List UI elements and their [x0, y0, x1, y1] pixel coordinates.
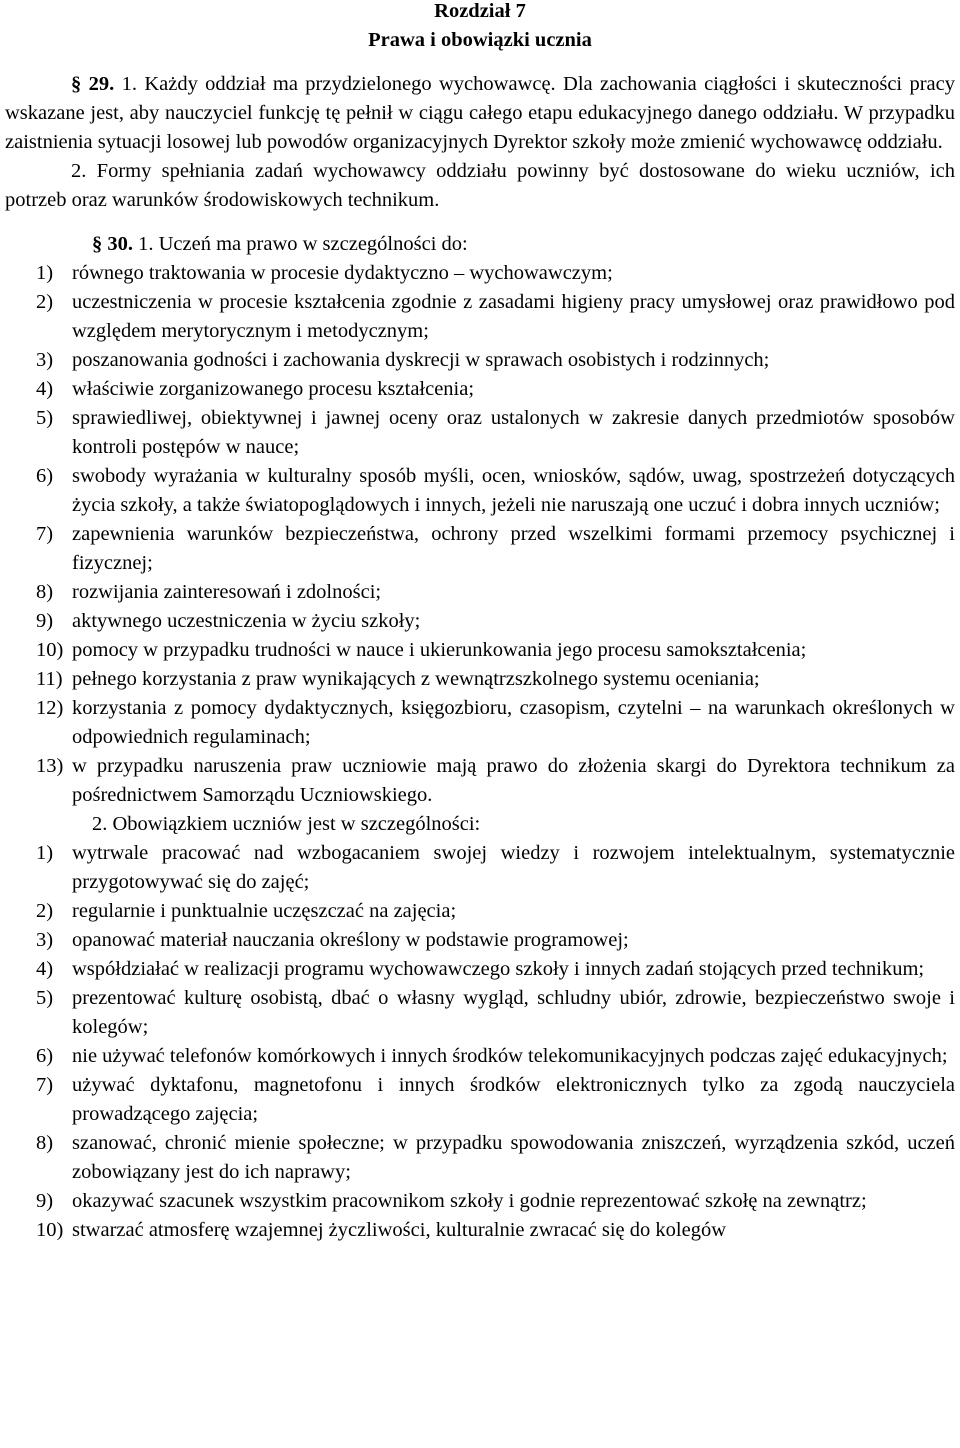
rights-list-item-text: pomocy w przypadku trudności w nauce i ukierunkowania jego procesu samokształcenia;: [72, 639, 807, 661]
duties-list-item-number: 10): [36, 1219, 64, 1241]
rights-list-item-number: 12): [36, 697, 64, 719]
chapter-subtitle: Prawa i obowiązki ucznia: [368, 29, 592, 51]
rights-list-item-number: 7): [36, 523, 54, 545]
rights-list-item-number: 4): [36, 378, 54, 400]
rights-list-item: [5, 607, 955, 636]
section-30-lead-1: [5, 230, 955, 259]
duties-list-item: [5, 1042, 955, 1071]
duties-list-item-text: nie używać telefonów komórkowych i innych środków telekomunikacyjnych podczas zajęć edukacyjnych;: [72, 1045, 948, 1067]
duties-list-item: [5, 897, 955, 926]
section-30-lead-2: 2. Obowiązkiem uczniów jest w szczególności:: [92, 813, 481, 835]
duties-list-item-text: prezentować kulturę osobistą, dbać o własny wygląd, schludny ubiór, zdrowie, bezpieczeństwo swoje i kolegów;: [72, 987, 955, 1038]
rights-list-item-text: poszanowania godności i zachowania dyskrecji w sprawach osobistych i rodzinnych;: [72, 349, 770, 371]
rights-list-item-number: 11): [36, 668, 63, 690]
rights-list-item: [5, 259, 955, 288]
rights-list-item: [5, 346, 955, 375]
rights-list-item-text: korzystania z pomocy dydaktycznych, księgozbioru, czasopism, czytelni – na warunkach określonych w odpowiednich regulaminach;: [72, 697, 955, 748]
duties-list-item: [5, 1187, 955, 1216]
duties-list-item-number: 8): [36, 1132, 54, 1154]
rights-list-item: [5, 578, 955, 607]
rights-list-item: [5, 665, 955, 694]
rights-list-item-text: aktywnego uczestniczenia w życiu szkoły;: [72, 610, 421, 632]
duties-list-item-text: regularnie i punktualnie uczęszczać na zajęcia;: [72, 900, 457, 922]
duties-list-item-number: 2): [36, 900, 54, 922]
section-29-text-2: 2. Formy spełniania zadań wychowawcy oddziału powinny być dostosowane do wieku uczniów, ich potrzeb oraz warunków środowiskowych technikum.: [5, 160, 955, 211]
rights-list-item-text: w przypadku naruszenia praw uczniowie mają prawo do złożenia skargi do Dyrektora technikum za pośrednictwem Samorządu Uczniowskiego.: [72, 755, 955, 806]
duties-list-item-text: współdziałać w realizacji programu wychowawczego szkoły i innych zadań stojących przed technikum;: [72, 958, 925, 980]
duties-list-item: [5, 1129, 955, 1187]
section-29-para-2: [5, 157, 955, 215]
rights-list-item-number: 1): [36, 262, 54, 284]
section-30-number: § 30.: [92, 233, 133, 255]
rights-list-item-text: swobody wyrażania w kulturalny sposób myśli, ocen, wniosków, sądów, uwag, spostrzeżeń dotyczących życia szkoły, a także światopoglądowych i innych, jeżeli nie naruszają one uczuć i dobra innych uczniów;: [72, 465, 955, 516]
rights-list-item-text: rozwijania zainteresowań i zdolności;: [72, 581, 382, 603]
rights-list-item: [5, 375, 955, 404]
rights-list-item-text: uczestniczenia w procesie kształcenia zgodnie z zasadami higieny pracy umysłowej oraz prawidłowo pod względem merytorycznym i metodycznym;: [72, 291, 955, 342]
rights-list-item-number: 13): [36, 755, 64, 777]
duties-list-item: [5, 1216, 955, 1245]
duties-list-item-text: okazywać szacunek wszystkim pracownikom szkoły i godnie reprezentować szkołę na zewnątrz;: [72, 1190, 867, 1212]
rights-list-item-text: sprawiedliwej, obiektywnej i jawnej oceny oraz ustalonych w zakresie danych przedmiotów sposobów kontroli postępów w nauce;: [72, 407, 955, 458]
duties-list-item-text: używać dyktafonu, magnetofonu i innych środków elektronicznych tylko za zgodą nauczyciela prowadzącego zajęcia;: [72, 1074, 955, 1125]
rights-list-item-number: 5): [36, 407, 54, 429]
rights-list-item: [5, 404, 955, 462]
duties-list-item-number: 4): [36, 958, 54, 980]
section-30-lead-1-text: 1. Uczeń ma prawo w szczególności do:: [138, 233, 468, 255]
duties-list-item-number: 6): [36, 1045, 54, 1067]
rights-list-item-number: 3): [36, 349, 54, 371]
duties-list-item-text: opanować materiał nauczania określony w podstawie programowej;: [72, 929, 629, 951]
rights-list-item: [5, 694, 955, 752]
duties-list-item: [5, 984, 955, 1042]
duties-list: [5, 839, 955, 1245]
duties-list-item-number: 9): [36, 1190, 54, 1212]
rights-list-item-text: zapewnienia warunków bezpieczeństwa, ochrony przed wszelkimi formami przemocy psychicznej i fizycznej;: [72, 523, 955, 574]
rights-list-item-number: 9): [36, 610, 54, 632]
spacer: [5, 215, 955, 230]
rights-list-item-text: właściwie zorganizowanego procesu kształcenia;: [72, 378, 475, 400]
section-29-para-1: [5, 70, 955, 157]
duties-list-item: [5, 926, 955, 955]
rights-list-item: [5, 462, 955, 520]
section-29-number: § 29.: [71, 73, 115, 95]
rights-list-item: [5, 636, 955, 665]
rights-list-item: [5, 752, 955, 810]
duties-list-item-text: wytrwale pracować nad wzbogacaniem swojej wiedzy i rozwojem intelektualnym, systematycznie przygotowywać się do zajęć;: [72, 842, 955, 893]
rights-list-item-text: równego traktowania w procesie dydaktyczno – wychowawczym;: [72, 262, 613, 284]
rights-list-item-number: 8): [36, 581, 54, 603]
duties-list-item-text: szanować, chronić mienie społeczne; w przypadku spowodowania zniszczeń, wyrządzenia szkód, uczeń zobowiązany jest do ich naprawy;: [72, 1132, 955, 1183]
duties-list-item-number: 5): [36, 987, 54, 1009]
rights-list-item-number: 10): [36, 639, 64, 661]
duties-list-item-text: stwarzać atmosferę wzajemnej życzliwości, kulturalnie zwracać się do kolegów: [72, 1219, 726, 1241]
rights-list-item-number: 6): [36, 465, 54, 487]
rights-list: [5, 259, 955, 810]
duties-list-item: [5, 839, 955, 897]
rights-list-item: [5, 288, 955, 346]
rights-list-item-text: pełnego korzystania z praw wynikających z wewnątrzszkolnego systemu oceniania;: [72, 668, 760, 690]
duties-list-item-number: 7): [36, 1074, 54, 1096]
rights-list-item-number: 2): [36, 291, 54, 313]
duties-list-item: [5, 1071, 955, 1129]
section-29-text-1: 1. Każdy oddział ma przydzielonego wychowawcę. Dla zachowania ciągłości i skuteczności pracy wskazane jest, aby nauczyciel funkcję tę pełnił w ciągu całego etapu edukacyjnego danego oddziału. W przypadku zaistnienia sytuacji losowej lub powodów organizacyjnych Dyrektor szkoły może zmienić wychowawcę oddziału.: [5, 73, 955, 153]
chapter-title: Rozdział 7: [434, 0, 526, 22]
duties-list-item: [5, 955, 955, 984]
duties-list-item-number: 1): [36, 842, 54, 864]
spacer: [5, 55, 955, 70]
duties-list-item-number: 3): [36, 929, 54, 951]
rights-list-item: [5, 520, 955, 578]
